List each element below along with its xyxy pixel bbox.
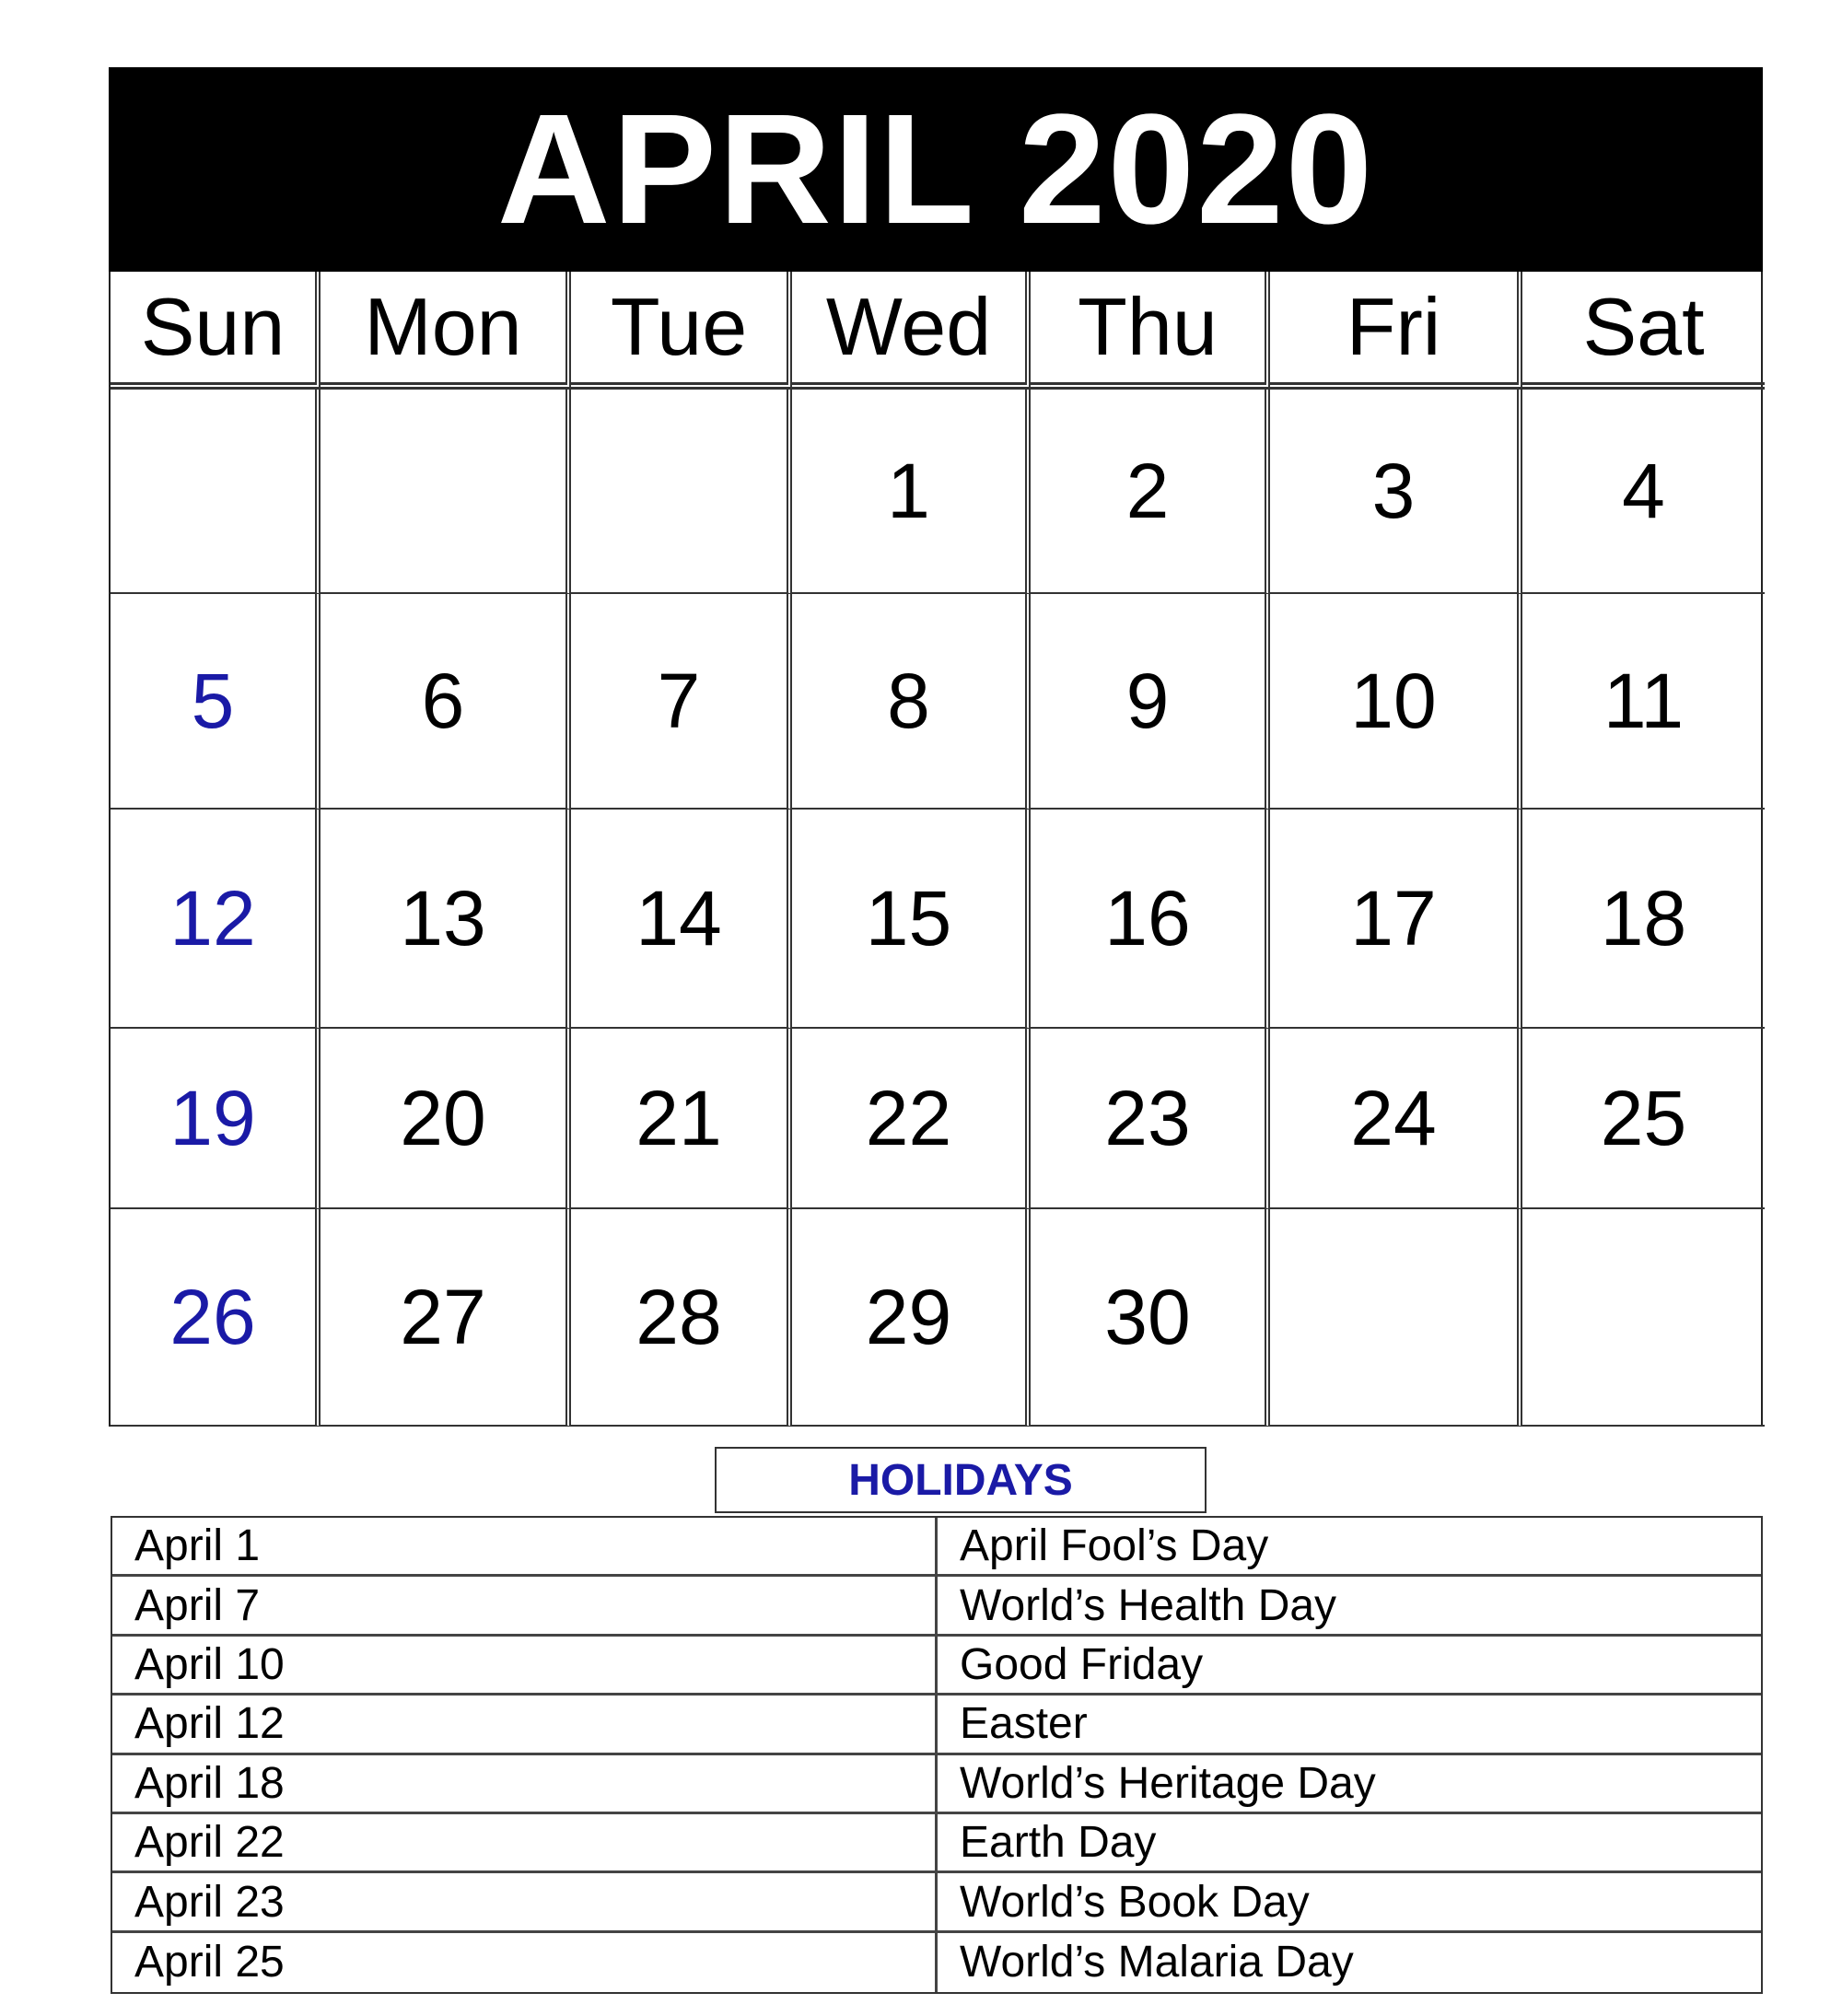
day-cell: 24	[1270, 1029, 1522, 1209]
holiday-row	[112, 1577, 1761, 1636]
weekday-fri: Fri	[1270, 272, 1522, 390]
weekday-wed: Wed	[792, 272, 1031, 390]
holiday-name: World’s Malaria Day	[960, 1938, 1354, 1987]
holiday-name: Easter	[960, 1699, 1088, 1749]
weekday-tue: Tue	[571, 272, 792, 390]
weekday-thu: Thu	[1031, 272, 1270, 390]
day-cell: 2	[1031, 390, 1270, 594]
weekday-sun: Sun	[111, 272, 321, 390]
calendar	[109, 67, 1763, 1427]
holiday-row	[112, 1933, 1761, 1992]
day-cell: 20	[321, 1029, 571, 1209]
day-cell: 1	[792, 390, 1031, 594]
holiday-date: April 23	[112, 1873, 938, 1929]
day-cell: 6	[321, 594, 571, 810]
holiday-name: Earth Day	[960, 1818, 1157, 1868]
holiday-date: April 7	[112, 1577, 938, 1633]
day-cell: 18	[1522, 810, 1765, 1029]
day-cell: 7	[571, 594, 792, 810]
holiday-row	[112, 1637, 1761, 1696]
day-cell: 11	[1522, 594, 1765, 810]
holiday-name: World’s Book Day	[960, 1877, 1310, 1927]
holiday-name: April Fool’s Day	[960, 1521, 1269, 1571]
holiday-date: April 18	[112, 1755, 938, 1812]
day-cell: 27	[321, 1209, 571, 1427]
day-cell: 28	[571, 1209, 792, 1427]
day-cell: 12	[111, 810, 321, 1029]
day-cell: 17	[1270, 810, 1522, 1029]
holiday-row	[112, 1814, 1761, 1873]
day-cell: 14	[571, 810, 792, 1029]
holiday-row	[112, 1755, 1761, 1814]
day-cell: 16	[1031, 810, 1270, 1029]
day-cell: 15	[792, 810, 1031, 1029]
calendar-grid	[109, 272, 1763, 1427]
holiday-row	[112, 1518, 1761, 1577]
day-cell: 3	[1270, 390, 1522, 594]
holiday-date: April 12	[112, 1696, 938, 1752]
calendar-title: APRIL 2020	[109, 67, 1763, 272]
day-cell: 22	[792, 1029, 1031, 1209]
day-cell: 23	[1031, 1029, 1270, 1209]
weekday-mon: Mon	[321, 272, 571, 390]
holidays-title: HOLIDAYS	[715, 1447, 1207, 1513]
holiday-row	[112, 1873, 1761, 1932]
day-cell: 10	[1270, 594, 1522, 810]
day-cell	[1270, 1209, 1522, 1427]
holidays-table	[111, 1516, 1763, 1994]
holiday-row	[112, 1696, 1761, 1754]
day-cell: 21	[571, 1029, 792, 1209]
holiday-date: April 10	[112, 1637, 938, 1693]
day-cell: 13	[321, 810, 571, 1029]
holiday-date: April 1	[112, 1518, 938, 1574]
day-cell: 26	[111, 1209, 321, 1427]
day-cell: 29	[792, 1209, 1031, 1427]
day-cell: 30	[1031, 1209, 1270, 1427]
day-cell: 5	[111, 594, 321, 810]
weekday-sat: Sat	[1522, 272, 1765, 390]
day-cell: 4	[1522, 390, 1765, 594]
holiday-date: April 25	[112, 1933, 938, 1992]
holiday-date: April 22	[112, 1814, 938, 1870]
day-cell	[321, 390, 571, 594]
day-cell	[111, 390, 321, 594]
day-cell	[571, 390, 792, 594]
holiday-name: World’s Heritage Day	[960, 1758, 1376, 1808]
holiday-name: World’s Health Day	[960, 1580, 1337, 1630]
day-cell: 9	[1031, 594, 1270, 810]
day-cell	[1522, 1209, 1765, 1427]
day-cell: 19	[111, 1029, 321, 1209]
day-cell: 8	[792, 594, 1031, 810]
holiday-name: Good Friday	[960, 1639, 1204, 1689]
day-cell: 25	[1522, 1029, 1765, 1209]
